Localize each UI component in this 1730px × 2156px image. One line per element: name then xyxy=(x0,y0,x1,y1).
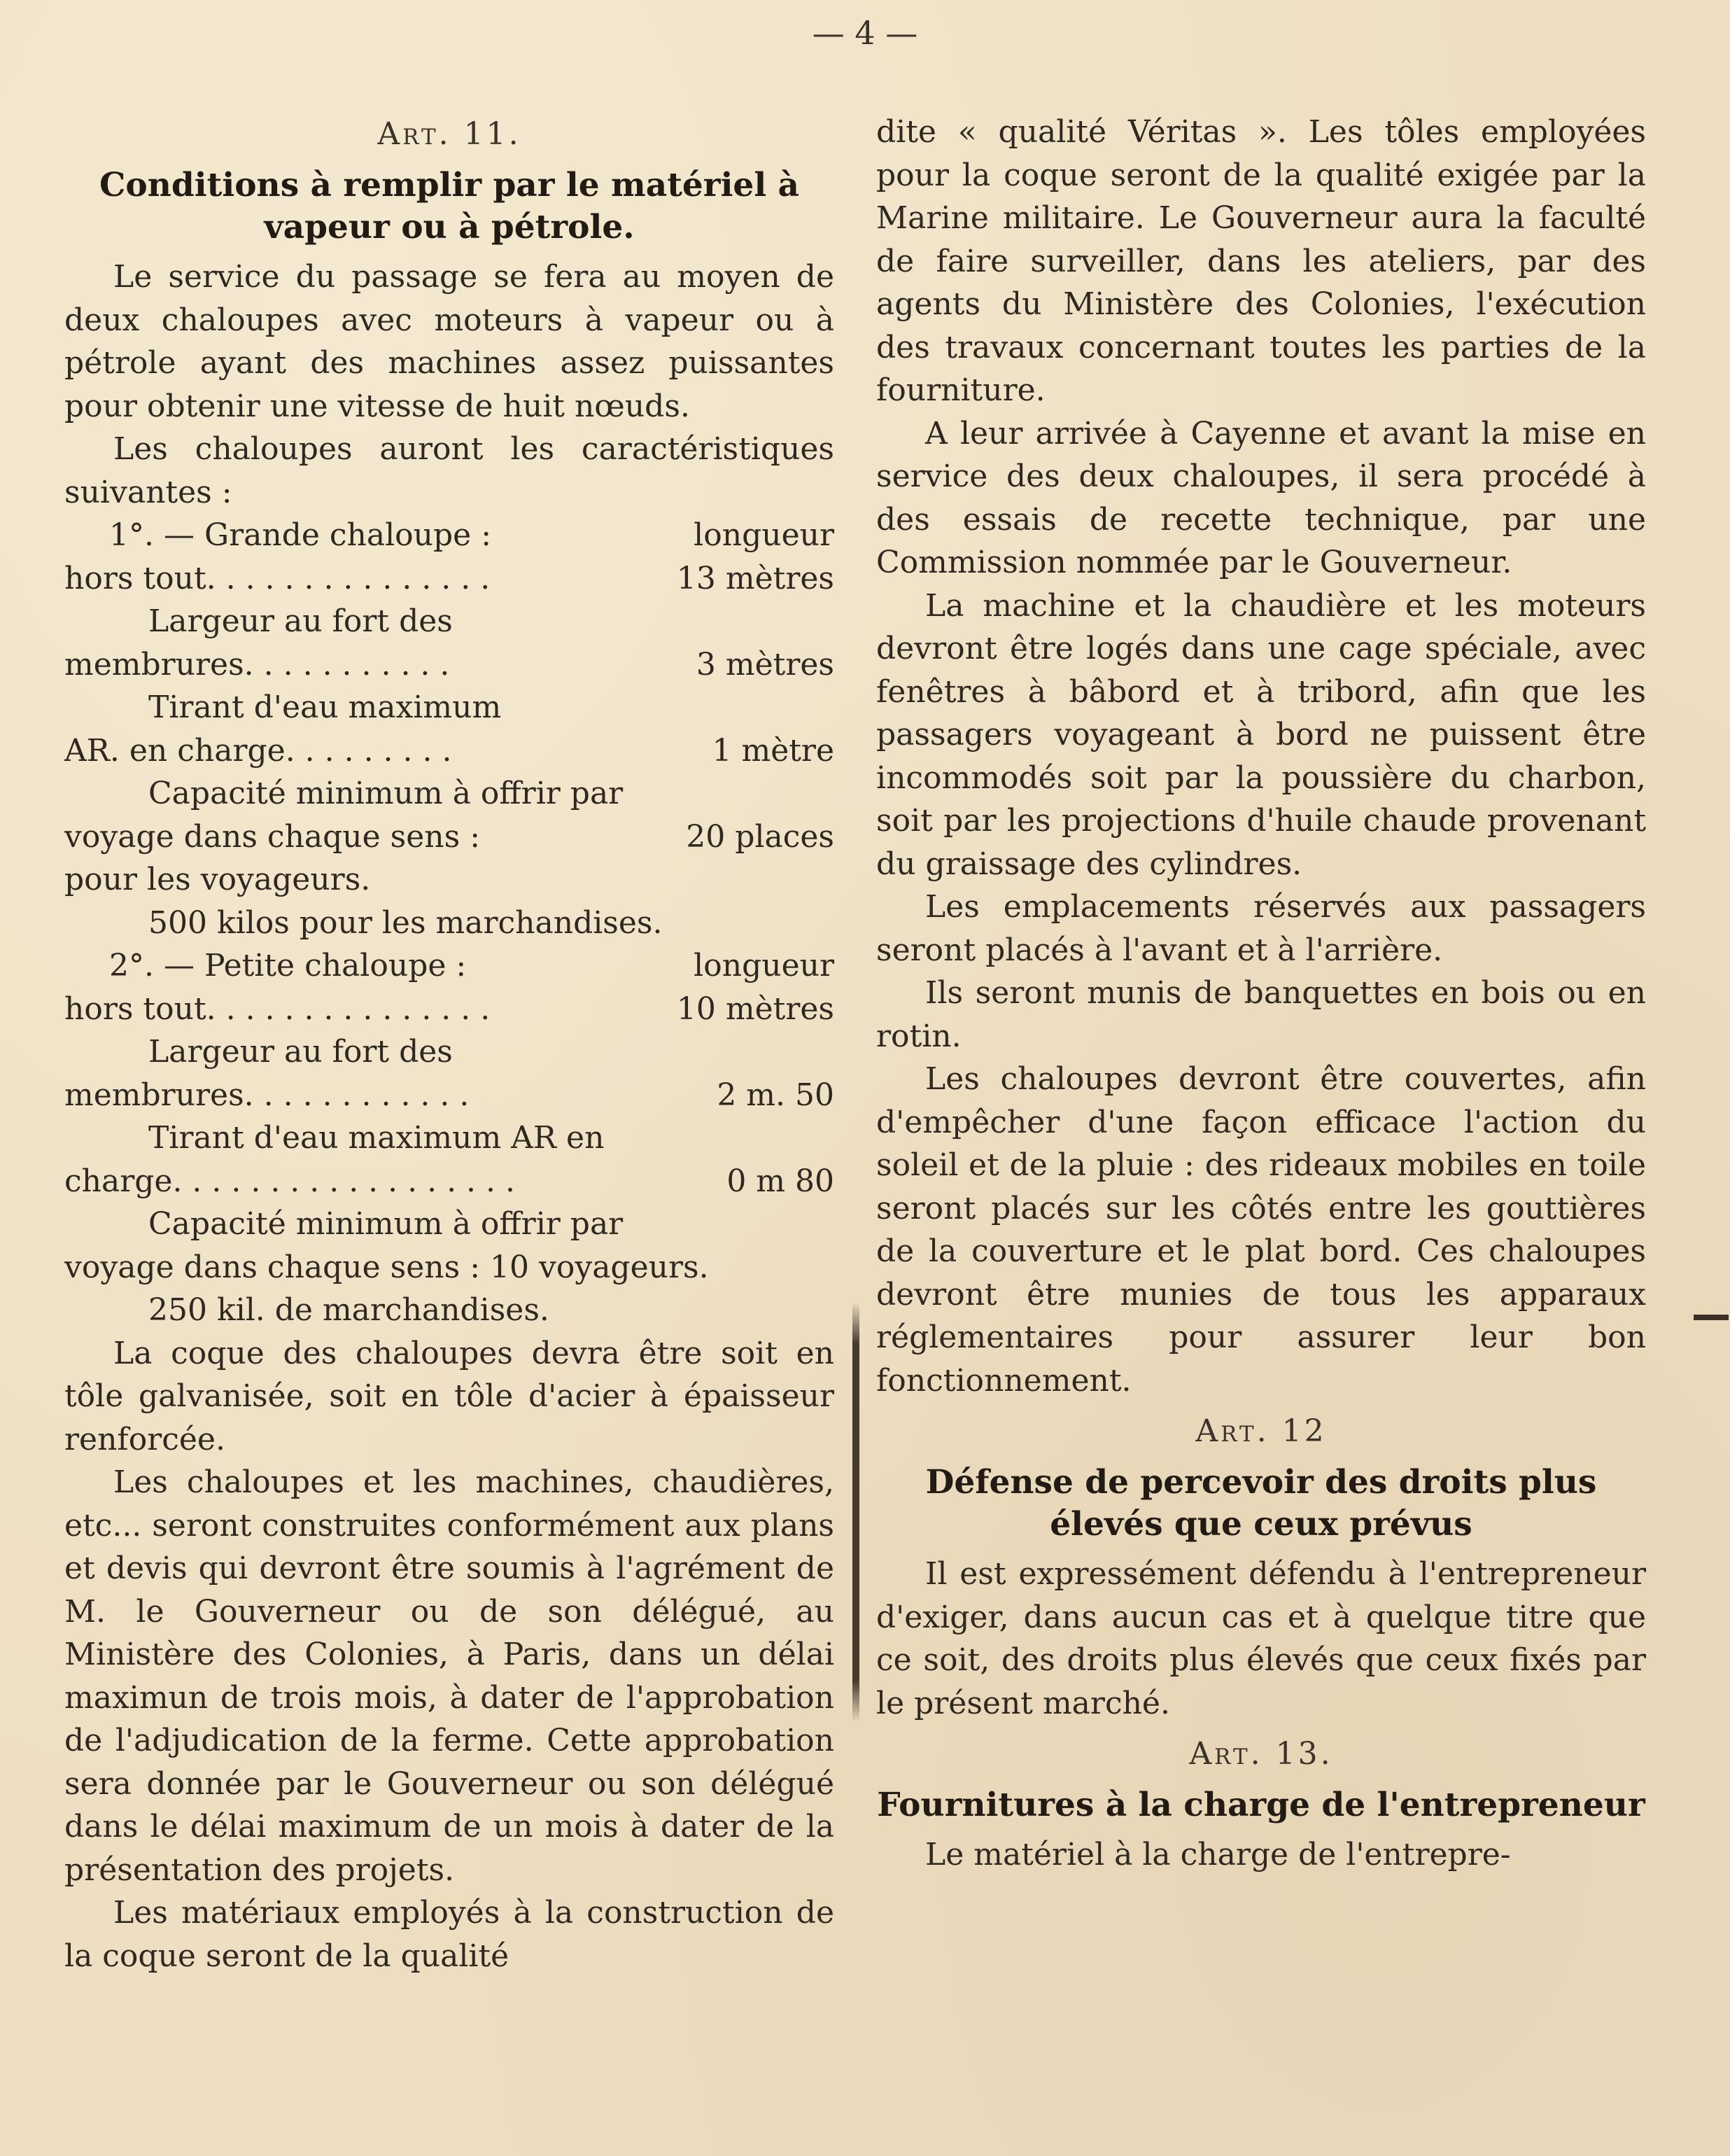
spec-label: AR. en charge. . . . . . . . . xyxy=(64,732,452,769)
spec-value: 1 mètre xyxy=(712,732,834,769)
paragraph: A leur arrivée à Cayenne et avant la mise en service des deux chaloupes, il sera procédé à des essais de recette technique, par une Commission nommée par le Gouverneur. xyxy=(876,415,1646,580)
spec-label: voyage dans chaque sens : xyxy=(64,818,481,855)
spec-label: voyage dans chaque sens : 10 voyageurs. xyxy=(64,1249,709,1285)
paragraph: Ils seront munis de banquettes en bois ou en rotin. xyxy=(876,975,1646,1054)
article-13-heading: Fournitures à la charge de l'entrepreneur xyxy=(877,1786,1645,1824)
spec-label: hors tout. . . . . . . . . . . . . . . xyxy=(64,990,491,1027)
page-number: — 4 — xyxy=(812,14,918,52)
article-11-title: Art. 11. xyxy=(377,116,521,152)
spec-value: 2 m. 50 xyxy=(717,1077,834,1113)
spec-label: Largeur au fort des xyxy=(148,1034,453,1070)
spec-value: 13 mètres xyxy=(676,560,834,596)
spec-label: pour les voyageurs. xyxy=(64,862,371,897)
spec-label: 2°. — Petite chaloupe : xyxy=(109,948,467,983)
right-column xyxy=(876,111,1646,1877)
paragraph: Les chaloupes et les machines, chaudières, etc... seront construites conformément aux plans et devis qui devront être soumis à l'agrément de M. le Gouverneur ou de son délégué, au Ministère des Colonies, à Paris, dans un délai maximun de trois mois, à dater de l'approbation de l'adjudication de la ferme. Cette approbation sera donnée par le Gouverneur ou son délégué dans le délai maximum de un mois à dater de la présentation des projets. xyxy=(64,1464,834,1888)
left-column xyxy=(64,105,834,1977)
spec-value: 0 m 80 xyxy=(726,1163,834,1199)
paragraph: Les chaloupes auront les caractéristiques suivantes : xyxy=(64,431,834,510)
small-boat-specs xyxy=(64,944,834,1332)
spec-label: 1°. — Grande chaloupe : xyxy=(109,517,492,553)
spec-label: charge. . . . . . . . . . . . . . . . . . xyxy=(64,1163,515,1199)
paragraph: La machine et la chaudière et les moteurs devront être logés dans une cage spéciale, avec fenêtres à bâbord et à tribord, afin que les passagers voyageant à bord ne puissent être incommodés soit par la poussière du charbon, soit par les projections d'huile chaude provenant du graissage des cylindres. xyxy=(876,587,1646,882)
article-12-heading: Défense de percevoir des droits plus élevés que ceux prévus xyxy=(925,1463,1597,1544)
spec-value: 10 mètres xyxy=(676,990,834,1027)
spec-label: Capacité minimum à offrir par xyxy=(148,776,624,811)
spec-label: Capacité minimum à offrir par xyxy=(148,1206,624,1242)
spec-value: longueur xyxy=(694,517,834,553)
paragraph: Les emplacements réservés aux passagers seront placés à l'avant et à l'arrière. xyxy=(876,889,1646,968)
article-13-title: Art. 13. xyxy=(1189,1736,1333,1772)
paragraph: La coque des chaloupes devra être soit en tôle galvanisée, soit en tôle d'acier à épaisseur renforcée. xyxy=(64,1335,834,1457)
spec-value: longueur xyxy=(694,948,834,983)
article-12-title: Art. 12 xyxy=(1195,1413,1327,1449)
large-boat-specs xyxy=(64,514,834,944)
paragraph: Les chaloupes devront être couvertes, afin d'empêcher d'une façon efficace l'action du soleil et de la pluie : des rideaux mobiles en toile seront placés sur les côtés entre les gouttières de la couverture et le plat bord. Ces chaloupes devront être munies de tous les apparaux réglementaires pour assurer leur bon fonctionnement. xyxy=(876,1061,1646,1399)
paragraph: Le matériel à la charge de l'entrepre- xyxy=(925,1837,1511,1872)
article-11-heading: Conditions à remplir par le matériel à vapeur ou à pétrole. xyxy=(99,166,799,246)
spec-label: 500 kilos pour les marchandises. xyxy=(148,904,663,941)
spec-label: Tirant d'eau maximum xyxy=(148,690,502,725)
margin-pen-mark xyxy=(852,1302,859,1722)
paragraph: Il est expressément défendu à l'entrepreneur d'exiger, dans aucun cas et à quelque titre que ce soit, des droits plus élevés que ceux fixés par le présent marché. xyxy=(876,1556,1646,1721)
spec-label: membrures. . . . . . . . . . . xyxy=(64,646,450,682)
margin-dash-mark xyxy=(1694,1315,1729,1320)
spec-label: membrures. . . . . . . . . . . . xyxy=(64,1077,470,1113)
spec-label: 250 kil. de marchandises. xyxy=(148,1292,549,1328)
spec-value: 3 mètres xyxy=(696,646,834,682)
spec-label: Tirant d'eau maximum AR en xyxy=(148,1120,605,1156)
spec-value: 20 places xyxy=(686,818,834,855)
paragraph: Le service du passage se fera au moyen de deux chaloupes avec moteurs à vapeur ou à pétrole ayant des machines assez puissantes pour obtenir une vitesse de huit nœuds. xyxy=(64,259,834,424)
paragraph: Les matériaux employés à la construction de la coque seront de la qualité xyxy=(64,1895,834,1974)
paragraph: dite « qualité Véritas ». Les tôles employées pour la coque seront de la qualité exigée par la Marine militaire. Le Gouverneur aura la faculté de faire surveiller, dans les ateliers, par des agents du Ministère des Colonies, l'exécution des travaux concernant toutes les parties de la fourniture. xyxy=(876,114,1646,408)
spec-label: Largeur au fort des xyxy=(148,603,453,639)
spec-label: hors tout. . . . . . . . . . . . . . . xyxy=(64,560,491,596)
